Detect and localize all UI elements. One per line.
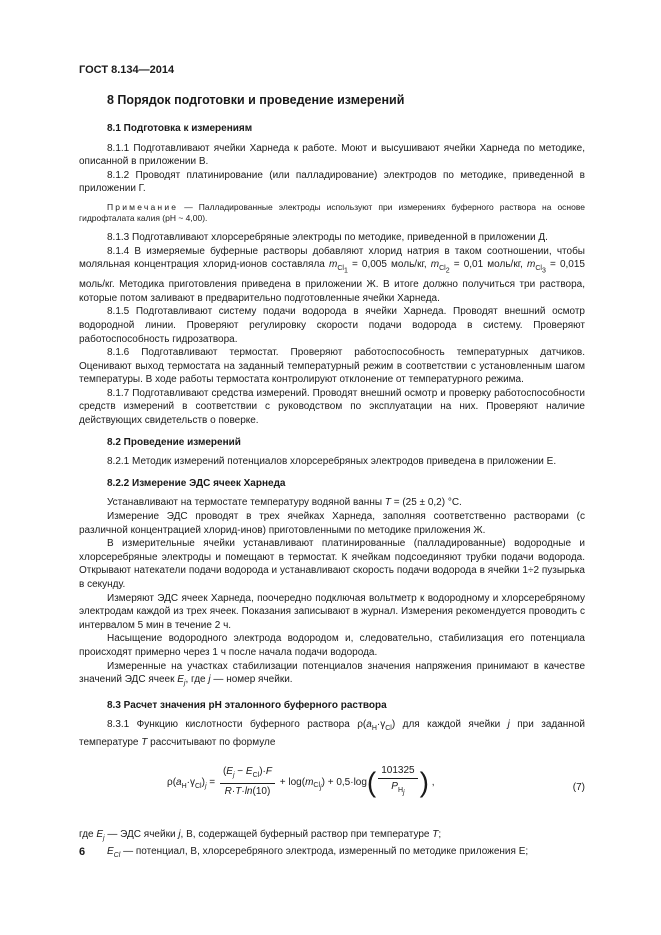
paragraph-8-1-1: 8.1.1 Подготавливают ячейки Харнеда к работе. Моют и высушивают ячейки Харнеда по методике, описанной в приложении В. [79, 142, 585, 168]
subsection-8-1-title: 8.1 Подготовка к измерениям [107, 123, 253, 134]
p831-c: при заданной температуре [79, 719, 585, 748]
subsection-8-2-title: 8.2 Проведение измерений [107, 436, 241, 448]
p831-d: рассчитывают по формуле [147, 736, 276, 748]
m3-value: = 0,015 моль/кг. Методика приготовления приведена в приложении Ж. В итоге должно получиться три раствора, которые потом заливают в предварительно подготовленные ячейки Харнеда. [79, 259, 585, 304]
note-text: — Палладированные электроды используют при измерениях буферного раствора на основе гидрофталата калия (рН ~ 4,00). [79, 201, 585, 224]
p6-text: Измеренные на участках стабилизации потенциалов значения напряжения принимают в качестве значений ЭДС ячеек [79, 660, 585, 686]
where2-b: — потенциал, В, хлорсеребряного электрода, измеренный по методике приложения Е; [120, 846, 529, 858]
paragraph-stabilization [79, 660, 585, 691]
note-label: Примечание [107, 201, 179, 212]
m-cl2-symbol: m [430, 259, 440, 271]
paragraph-measure: Измеряют ЭДС ячеек Харнеда, поочередно подключая вольтметр к водородному и хлорсеребряному электродам каждой из трех ячеек. Показания записывают в журнал. Измерения рекомендуется проводить с интервалом 5 мин в течение 2 ч. [79, 592, 585, 631]
paragraph-8-3-1 [79, 718, 585, 749]
where-line-2: $E_{Cl}$ — потенциал, В, хлорсеребряного электрода, измеренный по методике приложения Е; [107, 846, 529, 860]
p6-end: — номер ячейки. [210, 674, 293, 686]
j-symbol-831: j [507, 719, 510, 731]
paragraph-saturation: Насыщение водородного электрода водородом и, следовательно, стабилизация его потенциала происходят примерно через 1 ч после начала подачи водорода. [79, 633, 585, 658]
where-line-1: где $E_j$ — ЭДС ячейки j, В, содержащей буферный раствор при температуре T; [79, 828, 442, 842]
t-symbol: T [384, 497, 391, 509]
formula-7 [79, 760, 585, 818]
paragraph-8-1-4: 8.1.4 В измеряемые буферные растворы добавляют хлорид натрия в таком соотношении, чтобы моляльная концентрация хлорид-ионов составляла $m_{Cl_1} = 0,005$ моль/кг, $m_{Cl_2} = 0,01$ моль/кг, $m_{Cl_3} = 0,015$ моль/кг. Методика приготовления приведена в приложении Ж. В итоге должно получиться три раствора, которые потом заливают в предварительно подготовленные ячейки Харнеда. [79, 245, 585, 304]
p1-value: = (25 ± 0,2) °С. [390, 497, 462, 509]
page-number: 6 [79, 846, 86, 858]
paragraph-8-1-3: 8.1.3 Подготавливают хлорсеребряные электроды по методике, приведенной в приложении Д. [107, 231, 548, 243]
subsection-8-2-2-title: 8.2.2 Измерение ЭДС ячеек Харнеда [107, 477, 286, 489]
section-title: 8 Порядок подготовки и проведение измерений [107, 93, 405, 107]
paragraph-8-1-5: 8.1.5 Подготавливают систему подачи водорода в ячейки Харнеда. Проводят внешний осмотр водородной линии. Проверяют регулировку скорости подачи водорода в систему. Проверяют работоспособность гидрозатвора. [79, 306, 585, 345]
paragraph-8-1-7: 8.1.7 Подготавливают средства измерений. Проводят внешний осмотр и проверку работоспособности средств измерений в соответствии с руководством по эксплуатации на них. Проверяют наличие действующих свидетельств о поверке. [79, 387, 585, 427]
note [79, 202, 585, 225]
paragraph-temperature [79, 496, 585, 510]
j-sub: j [183, 680, 186, 688]
paragraph-8-2-1: 8.2.1 Методик измерений потенциалов хлорсеребряных электродов приведена в приложении Е. [107, 456, 557, 468]
fraction-emf: $\frac{(E_j - E_{Cl})\cdot F}{R\cdot T\cdot\ln(10)}$ [220, 765, 275, 799]
m2-value: = 0,01 моль/кг, [449, 259, 528, 271]
p831-b: для каждой ячейки [395, 719, 508, 731]
m-cl3-symbol: m [527, 259, 536, 271]
p814-text: 8.1.4 В измеряемые буферные растворы добавляют хлорид натрия в таком соотношении, чтобы моляльная концентрация хлорид-ионов составляла [79, 245, 585, 271]
p1-text: Устанавливают на термостате температуру водяной ванны [107, 497, 385, 509]
j-symbol: j [208, 674, 211, 686]
e-symbol: E [177, 674, 184, 686]
formula-expression: $\rho(a_H\cdot\gamma_{Cl})_j$ = $\frac{(E_j - E_{Cl})\cdot F}{R\cdot T\cdot\ln(10)}$ + $\log(m_{Cl_j}) + 0,5\cdot\log$( $\frac{101325}{P_{H_j}}$ ) , [167, 764, 435, 801]
m-cl1-symbol: m [328, 259, 338, 271]
m1-value: = 0,005 моль/кг, [347, 259, 431, 271]
paragraph-emf-cells: Измерение ЭДС проводят в трех ячейках Харнеда, заполняя соответственно растворами (с различной концентрацией хлорид-инов) приготовленными по методике приложения Ж. [79, 511, 585, 536]
p6-mid: , где [185, 674, 209, 686]
paragraph-8-1-6: 8.1.6 Подготавливают термостат. Проверяют работоспособность температурных датчиков. Оценивают выход термостата на заданный температурный режим в соответствии с установленным шагом температуры. В ходе работы термостата контролируют отклонение от температурного режима. [79, 347, 585, 386]
t-symbol-831: T [141, 736, 148, 748]
standard-header: ГОСТ 8.134—2014 [79, 64, 175, 76]
main-content [79, 92, 585, 863]
where1-b: — ЭДС ячейки [104, 828, 179, 840]
fraction-pressure: $\frac{101325}{P_{H_j}}$ [378, 764, 417, 801]
p831-text: 8.3.1 Функцию кислотности буферного раствора [107, 719, 358, 731]
acidity-function-inline: $\rho(a_H\cdot\gamma_{Cl})$ [357, 719, 396, 733]
where1-c: , В, содержащей буферный раствор при температуре [180, 828, 433, 840]
subsection-8-3-title: 8.3 Расчет значения рН эталонного буферного раствора [107, 699, 387, 711]
paragraph-electrodes: В измерительные ячейки устанавливают платинированные (палладированные) водородные и хлорсеребряные электроды и помещают в термостат. К ячейкам подсоединяют трубки подачи водорода. Открывают натекатели подачи водорода и устанавливают скорость подачи водорода в ячейки 1÷2 пузырька в секунду. [79, 538, 585, 591]
equation-number: (7) [572, 781, 585, 793]
where-word: где [79, 828, 97, 840]
paragraph-8-1-2: 8.1.2 Проводят платинирование (или палладирование) электродов по методике, приведенной в приложении Г. [79, 169, 585, 195]
